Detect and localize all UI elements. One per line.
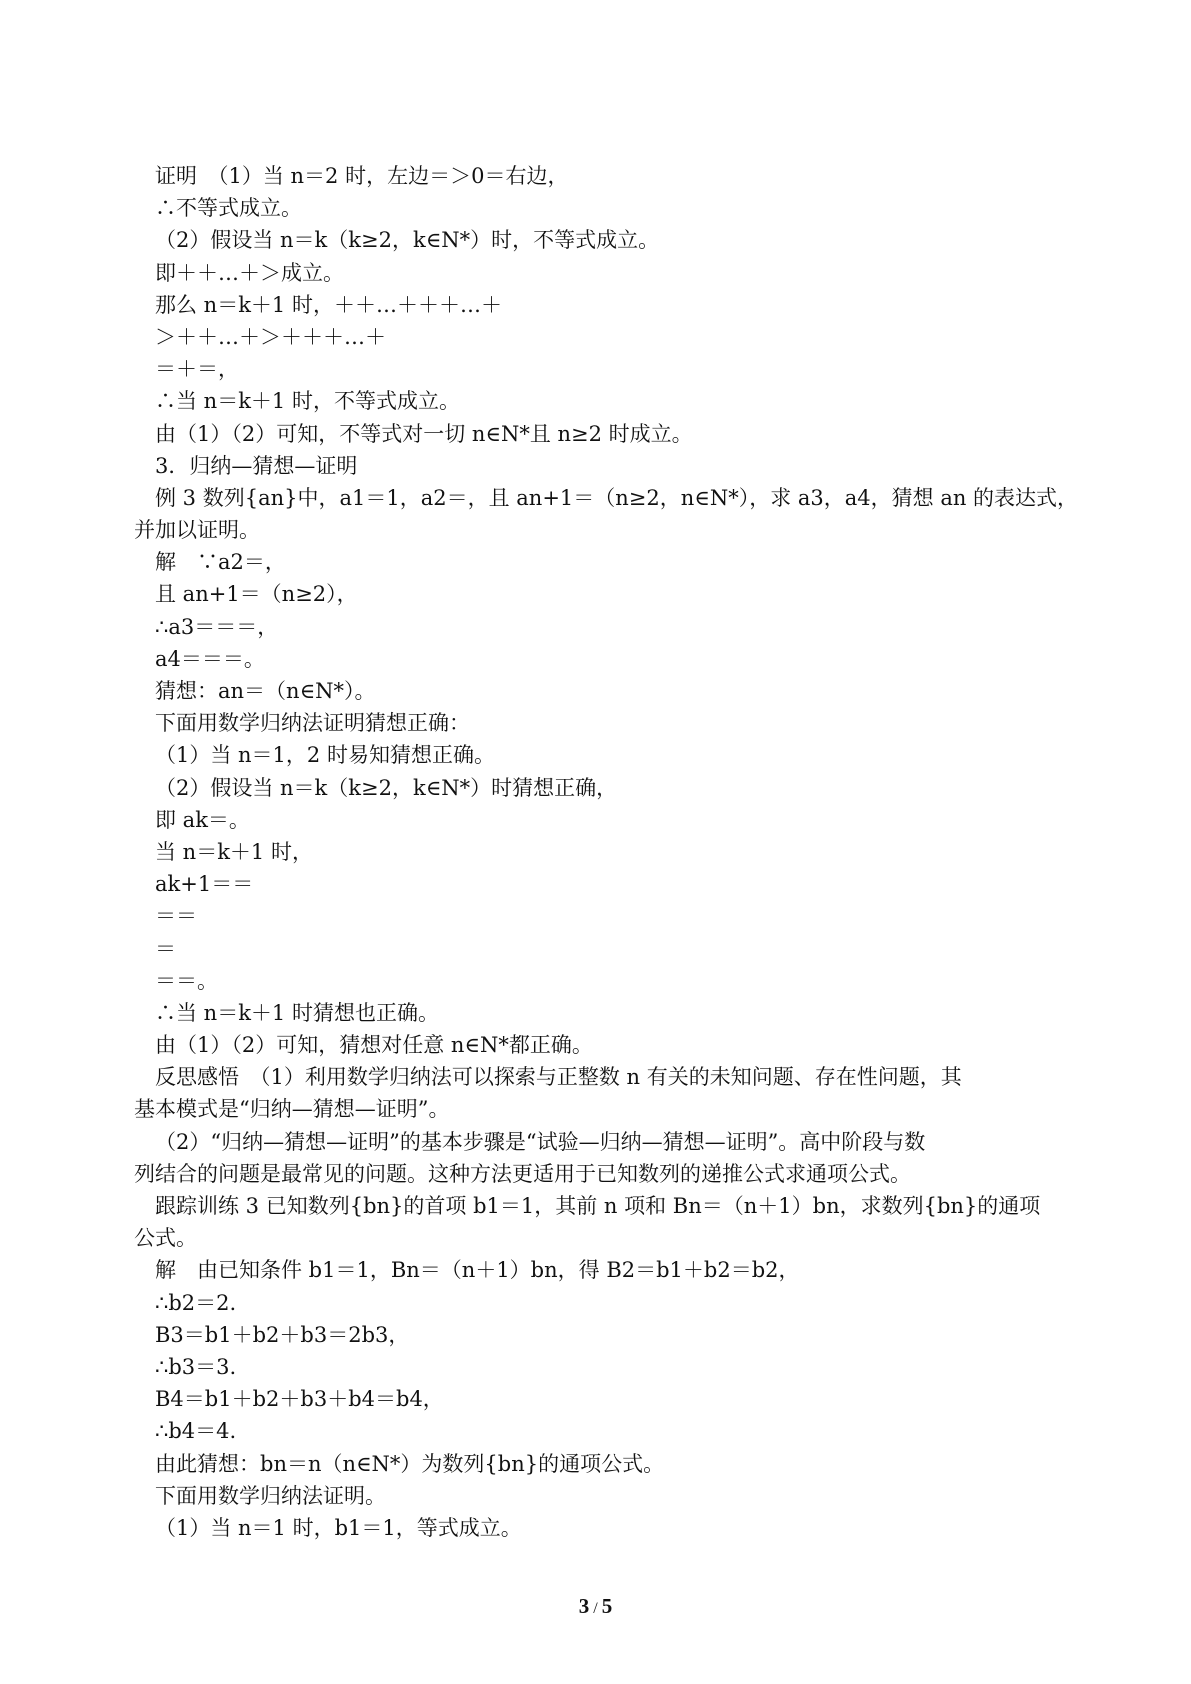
text-line: ＞＋＋…＋＞＋＋＋…＋ xyxy=(155,324,386,349)
text-line: ∴b2＝2. xyxy=(155,1290,237,1315)
text-line: 由（1）（2）可知，猜想对任意 n∈N*都正确。 xyxy=(155,1033,593,1058)
text-line: ak+1＝＝ xyxy=(155,872,254,897)
example-text-line: 例 3 数列{an}中，a1＝1，a2＝，且 an+1＝（n≥2，n∈N*），求 a3，a4，猜想 an 的表达式， xyxy=(155,485,1079,510)
document-body xyxy=(134,160,1085,1544)
text-line: （2）假设当 n＝k（k≥2，k∈N*）时猜想正确， xyxy=(155,775,618,800)
reflection-text-line: 基本模式是“归纳—猜想—证明”。 xyxy=(134,1097,450,1122)
text-line: ∴a3＝＝＝， xyxy=(155,614,279,639)
text-line: ＝＝ xyxy=(155,904,197,929)
text-line: 当 n＝k＋1 时， xyxy=(155,839,313,864)
text-line: （1）当 n＝1，2 时易知猜想正确。 xyxy=(155,743,495,768)
text-line: ＝＝。 xyxy=(155,968,218,993)
text-line: 解 由已知条件 b1＝1，Bn＝（n＋1）bn，得 B2＝b1＋b2＝b2， xyxy=(155,1258,800,1283)
text-line: ∴b4＝4. xyxy=(155,1419,237,1444)
page-number-current: 3 xyxy=(578,1594,590,1618)
text-line: a4＝＝＝。 xyxy=(155,646,265,671)
text-line: 解 ∵a2＝， xyxy=(155,550,286,575)
exercise-text-line: 公式。 xyxy=(134,1226,197,1251)
text-line: 猜想：an＝（n∈N*）。 xyxy=(155,679,376,703)
text-line: 证明 （1）当 n＝2 时，左边＝＞0＝右边， xyxy=(155,164,569,188)
text-line: ＝ xyxy=(155,936,176,961)
exercise-text-line: 跟踪训练 3 已知数列{bn}的首项 b1＝1，其前 n 项和 Bn＝（n＋1）bn，求数列{bn}的通项 xyxy=(155,1194,1041,1218)
text-line: ＝＋＝， xyxy=(155,357,239,382)
text-line: 即 ak＝。 xyxy=(155,807,250,832)
text-line: ∴当 n＝k＋1 时，不等式成立。 xyxy=(155,389,460,414)
text-line: B3＝b1＋b2＋b3＝2b3， xyxy=(155,1322,410,1347)
page-number-total: 5 xyxy=(601,1594,613,1618)
reflection-text-line: 列结合的问题是最常见的问题。这种方法更适用于已知数列的递推公式求通项公式。 xyxy=(134,1161,911,1186)
example-text-line: 并加以证明。 xyxy=(134,518,260,543)
reflection-text-line: 反思感悟 （1）利用数学归纳法可以探索与正整数 n 有关的未知问题、存在性问题，其 xyxy=(155,1065,962,1090)
text-line: 且 an+1＝（n≥2）， xyxy=(155,582,358,607)
section-heading: 3．归纳—猜想—证明 xyxy=(155,453,358,478)
text-line: 由（1）（2）可知，不等式对一切 n∈N*且 n≥2 时成立。 xyxy=(155,421,693,446)
reflection-text-line: （2）“归纳—猜想—证明”的基本步骤是“试验—归纳—猜想—证明”。高中阶段与数 xyxy=(155,1129,926,1154)
text-line: 即＋＋…＋＞成立。 xyxy=(155,260,344,285)
page-number-separator: / xyxy=(593,1600,598,1617)
text-line: （1）当 n＝1 时，b1＝1，等式成立。 xyxy=(155,1515,522,1540)
text-line: 那么 n＝k＋1 时，＋＋…＋＋＋…＋ xyxy=(155,292,502,317)
text-line: 下面用数学归纳法证明。 xyxy=(155,1483,386,1508)
text-line: （2）假设当 n＝k（k≥2，k∈N*）时，不等式成立。 xyxy=(155,228,660,253)
text-line: ∴不等式成立。 xyxy=(155,196,302,221)
text-line: B4＝b1＋b2＋b3＋b4＝b4， xyxy=(155,1387,444,1412)
text-line: ∴当 n＝k＋1 时猜想也正确。 xyxy=(155,1000,439,1025)
page-number xyxy=(0,1594,1191,1619)
text-line: ∴b3＝3. xyxy=(155,1354,237,1379)
text-line: 下面用数学归纳法证明猜想正确： xyxy=(155,711,470,736)
text-line: 由此猜想：bn＝n（n∈N*）为数列{bn}的通项公式。 xyxy=(155,1451,665,1476)
